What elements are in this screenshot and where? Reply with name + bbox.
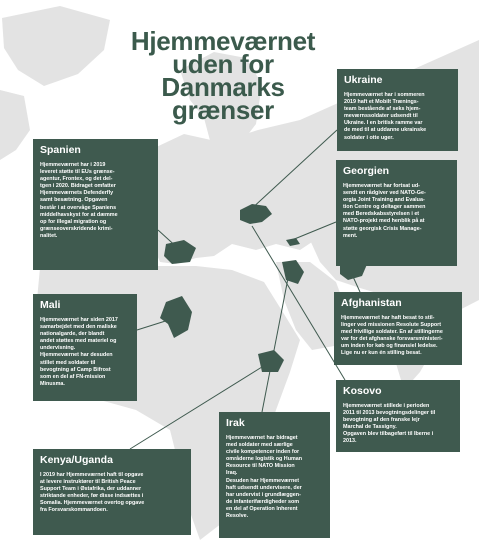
box-heading-afghanistan: Afghanistan — [341, 297, 402, 309]
box-heading-ukraine: Ukraine — [344, 74, 383, 86]
title-line-1: Hjemmeværnet — [130, 26, 316, 56]
landmass-greenland — [2, 6, 110, 86]
info-box-afghanistan — [334, 292, 462, 365]
title-line-3: Danmarks — [161, 72, 285, 102]
info-box-spanien — [33, 139, 158, 270]
box-heading-kenya-uganda: Kenya/Uganda — [40, 454, 113, 466]
box-body-georgien: Hjemmeværnet har fortsat ud- sendt en rådgiver ved NATO-Ge- orgia Joint Training and Evalua- tion Centre og deltager sammen med Beredskabsstyrelsen i et NATO-projekt med henblik på at støtte georgisk Crisis Manage- ment. — [343, 183, 426, 239]
box-heading-irak: Irak — [226, 417, 245, 429]
info-box-mali — [33, 294, 137, 401]
box-heading-mali: Mali — [40, 299, 61, 311]
box-body-afghanistan: Hjemmeværnet har haft besat to stil- linger ved missionen Resolute Support med frivillige soldater. En af stillingerne var for det afghanske forsvarsministeri- um inden for køb og finansiel ledelse. Lige nu er kun én stilling besat. — [341, 315, 443, 357]
box-body-ukraine: Hjemmeværnet har i sommeren 2019 haft et Mobilt Trænings- team bestående af seks hjem- meværnssoldater udsendt til Ukraine. I en britisk ramme var de med til at uddanne ukrainske soldater i otte uger. — [344, 92, 427, 141]
box-body-kenya-uganda: I 2019 har Hjemmeværnet haft til opgave at levere instruktører til British Peace Support Team i Østafrika, der uddanner striktande enheder, før disse indsættes i Somalia. Hjemmeværnet overtog opgave fra Forsvarskommandoen. — [40, 472, 145, 514]
page-title — [118, 26, 328, 125]
info-box-georgien — [336, 160, 457, 266]
info-box-kenya-uganda — [33, 449, 191, 535]
box-body-mali: Hjemmeværnet har siden 2017 samarbejdet med den maliske nationalgarde, der blandt andet støttes med materiel og undervisning. Hjemmeværnet har desuden stillet med soldater til bevogtning af Camp Bifrost som en del af FN-mission Minusma. — [40, 317, 118, 387]
box-heading-kosovo: Kosovo — [343, 385, 382, 397]
info-box-kosovo — [336, 380, 460, 452]
box-heading-georgien: Georgien — [343, 165, 390, 177]
box-body-irak: Hjemmeværnet har bidraget med soldater med særlige civile kompetencer inden for områderne logistik og Human Resource til NATO Mission Iraq. Desuden har Hjemmeværnet haft udsendt undervisere, der har undervist i grundlæggen- de infanterifærdigheder som en del af Operation Inherent Resolve. — [226, 435, 303, 520]
info-box-ukraine — [337, 69, 458, 151]
landmass-north-america — [0, 90, 30, 160]
box-heading-spanien: Spanien — [40, 144, 81, 156]
box-body-kosovo: Hjemmeværnet stillede i perioden 2011 til 2013 bevogtningsdelinger til bevogtning af den franske lejr Marchal de Tassigny. Opgaven blev tilbageført til Iberne i 2013. — [343, 403, 436, 445]
info-box-irak — [219, 412, 330, 538]
box-body-spanien: Hjemmeværnet har i 2019 leveret støtte til EUs grænse- agentur, Frontex, og det del- tgen i 2020. Bidraget omfatter Hjemmeværnets Defenderfly samt besætning. Opgaven består i at overvåge Spaniens middelhavskyst for at dæmme op for illegal migration og grænseoverskridende krimi- nalitet. — [40, 162, 118, 239]
title-line-4: grænser — [172, 95, 274, 125]
title-line-2: uden for — [172, 49, 274, 79]
